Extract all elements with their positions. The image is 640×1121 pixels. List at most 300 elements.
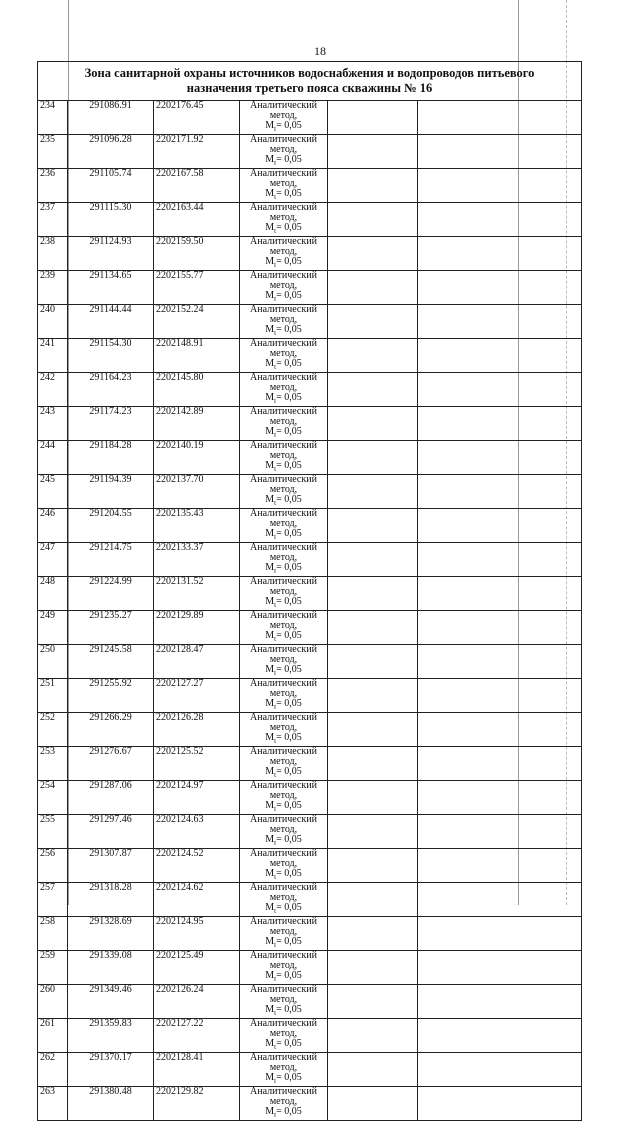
- method-cell: [240, 543, 328, 577]
- precision-value: = 0,05: [276, 562, 302, 573]
- precision-subscript: t: [274, 431, 277, 439]
- precision-prefix: M: [265, 222, 275, 233]
- precision: [242, 1107, 325, 1120]
- empty-cell: [418, 917, 582, 951]
- method-label: Аналитический метод,: [250, 236, 317, 257]
- point-number: 260: [38, 985, 68, 1019]
- method-label: Аналитический метод,: [250, 814, 317, 835]
- empty-cell: [328, 407, 418, 441]
- coord-x: 291370.17: [68, 1053, 154, 1087]
- point-number: 257: [38, 883, 68, 917]
- point-number: 255: [38, 815, 68, 849]
- empty-cell: [418, 1087, 582, 1121]
- precision-subscript: t: [274, 941, 277, 949]
- table-row: [38, 543, 582, 577]
- coord-y: 2202131.52: [154, 577, 240, 611]
- precision-value: = 0,05: [276, 902, 302, 913]
- table-row: [38, 645, 582, 679]
- method-cell: [240, 169, 328, 203]
- point-number: 249: [38, 611, 68, 645]
- precision: [242, 835, 325, 848]
- coord-x: 291184.28: [68, 441, 154, 475]
- method-label: Аналитический метод,: [250, 270, 317, 291]
- precision-subscript: t: [274, 703, 277, 711]
- point-number: 254: [38, 781, 68, 815]
- coord-y: 2202129.82: [154, 1087, 240, 1121]
- precision-prefix: M: [265, 256, 275, 267]
- point-number: 250: [38, 645, 68, 679]
- precision-prefix: M: [265, 834, 275, 845]
- method-label: Аналитический метод,: [250, 1052, 317, 1073]
- empty-cell: [328, 169, 418, 203]
- method-cell: [240, 611, 328, 645]
- empty-cell: [328, 849, 418, 883]
- title-row: [38, 62, 582, 101]
- precision-prefix: M: [265, 698, 275, 709]
- precision-subscript: t: [274, 805, 277, 813]
- precision: [242, 359, 325, 372]
- empty-cell: [418, 305, 582, 339]
- empty-cell: [328, 577, 418, 611]
- method-cell: [240, 441, 328, 475]
- coord-x: 291224.99: [68, 577, 154, 611]
- precision: [242, 631, 325, 644]
- precision-subscript: t: [274, 1111, 277, 1119]
- method-label: Аналитический метод,: [250, 202, 317, 223]
- precision-value: = 0,05: [276, 494, 302, 505]
- precision-prefix: M: [265, 358, 275, 369]
- precision-prefix: M: [265, 562, 275, 573]
- point-number: 251: [38, 679, 68, 713]
- precision-prefix: M: [265, 120, 275, 131]
- table-row: [38, 577, 582, 611]
- precision: [242, 801, 325, 814]
- table-row: [38, 441, 582, 475]
- precision-value: = 0,05: [276, 1072, 302, 1083]
- precision-value: = 0,05: [276, 732, 302, 743]
- point-number: 248: [38, 577, 68, 611]
- precision-subscript: t: [274, 601, 277, 609]
- empty-cell: [418, 985, 582, 1019]
- coord-y: 2202124.63: [154, 815, 240, 849]
- empty-cell: [328, 373, 418, 407]
- point-number: 261: [38, 1019, 68, 1053]
- point-number: 243: [38, 407, 68, 441]
- method-cell: [240, 883, 328, 917]
- coord-y: 2202124.52: [154, 849, 240, 883]
- coord-x: 291204.55: [68, 509, 154, 543]
- precision-value: = 0,05: [276, 290, 302, 301]
- precision-prefix: M: [265, 664, 275, 675]
- coord-x: 291255.92: [68, 679, 154, 713]
- precision-subscript: t: [274, 567, 277, 575]
- coord-x: 291307.87: [68, 849, 154, 883]
- method-label: Аналитический метод,: [250, 168, 317, 189]
- point-number: 235: [38, 135, 68, 169]
- empty-cell: [328, 203, 418, 237]
- precision: [242, 495, 325, 508]
- empty-cell: [418, 713, 582, 747]
- empty-cell: [418, 611, 582, 645]
- table-title-line1: Зона санитарной охраны источников водоснабжения и водопроводов питьевого: [84, 66, 535, 80]
- point-number: 245: [38, 475, 68, 509]
- method-cell: [240, 645, 328, 679]
- precision-prefix: M: [265, 460, 275, 471]
- coord-x: 291339.08: [68, 951, 154, 985]
- precision-subscript: t: [274, 873, 277, 881]
- table-title-line2: назначения третьего пояса скважины № 16: [186, 81, 433, 95]
- coord-y: 2202127.22: [154, 1019, 240, 1053]
- point-number: 247: [38, 543, 68, 577]
- method-cell: [240, 373, 328, 407]
- empty-cell: [328, 1019, 418, 1053]
- method-cell: [240, 747, 328, 781]
- method-cell: [240, 679, 328, 713]
- method-cell: [240, 1053, 328, 1087]
- coord-y: 2202155.77: [154, 271, 240, 305]
- coord-y: 2202126.24: [154, 985, 240, 1019]
- precision: [242, 767, 325, 780]
- empty-cell: [328, 713, 418, 747]
- method-label: Аналитический метод,: [250, 610, 317, 631]
- point-number: 236: [38, 169, 68, 203]
- coord-x: 291194.39: [68, 475, 154, 509]
- method-label: Аналитический метод,: [250, 780, 317, 801]
- precision: [242, 461, 325, 474]
- coord-x: 291174.23: [68, 407, 154, 441]
- method-label: Аналитический метод,: [250, 882, 317, 903]
- precision-subscript: t: [274, 159, 277, 167]
- empty-cell: [328, 135, 418, 169]
- precision-subscript: t: [274, 261, 277, 269]
- coord-x: 291287.06: [68, 781, 154, 815]
- method-label: Аналитический метод,: [250, 406, 317, 427]
- method-cell: [240, 135, 328, 169]
- precision: [242, 189, 325, 202]
- precision-subscript: t: [274, 465, 277, 473]
- method-cell: [240, 271, 328, 305]
- coord-y: 2202124.95: [154, 917, 240, 951]
- method-cell: [240, 237, 328, 271]
- table-row: [38, 781, 582, 815]
- empty-cell: [418, 373, 582, 407]
- table-row: [38, 985, 582, 1019]
- empty-cell: [328, 1087, 418, 1121]
- point-number: 252: [38, 713, 68, 747]
- method-label: Аналитический метод,: [250, 304, 317, 325]
- method-label: Аналитический метод,: [250, 508, 317, 529]
- precision-value: = 0,05: [276, 222, 302, 233]
- empty-cell: [418, 577, 582, 611]
- empty-cell: [328, 475, 418, 509]
- precision-subscript: t: [274, 907, 277, 915]
- coord-y: 2202152.24: [154, 305, 240, 339]
- empty-cell: [418, 169, 582, 203]
- precision-subscript: t: [274, 363, 277, 371]
- coord-x: 291164.23: [68, 373, 154, 407]
- method-cell: [240, 339, 328, 373]
- table-row: [38, 849, 582, 883]
- method-cell: [240, 849, 328, 883]
- empty-cell: [328, 679, 418, 713]
- precision-value: = 0,05: [276, 698, 302, 709]
- coord-x: 291297.46: [68, 815, 154, 849]
- coord-y: 2202128.47: [154, 645, 240, 679]
- precision-value: = 0,05: [276, 596, 302, 607]
- method-cell: [240, 713, 328, 747]
- precision-value: = 0,05: [276, 324, 302, 335]
- precision-prefix: M: [265, 528, 275, 539]
- precision: [242, 155, 325, 168]
- coord-y: 2202140.19: [154, 441, 240, 475]
- empty-cell: [328, 543, 418, 577]
- precision-subscript: t: [274, 193, 277, 201]
- point-number: 258: [38, 917, 68, 951]
- precision-value: = 0,05: [276, 256, 302, 267]
- method-label: Аналитический метод,: [250, 542, 317, 563]
- empty-cell: [418, 883, 582, 917]
- method-label: Аналитический метод,: [250, 134, 317, 155]
- precision-prefix: M: [265, 494, 275, 505]
- table-row: [38, 1053, 582, 1087]
- precision: [242, 665, 325, 678]
- precision-subscript: t: [274, 1077, 277, 1085]
- point-number: 234: [38, 101, 68, 135]
- empty-cell: [418, 339, 582, 373]
- precision-subscript: t: [274, 1009, 277, 1017]
- table-row: [38, 815, 582, 849]
- method-cell: [240, 917, 328, 951]
- coord-y: 2202159.50: [154, 237, 240, 271]
- precision-value: = 0,05: [276, 1004, 302, 1015]
- coord-x: 291115.30: [68, 203, 154, 237]
- precision-prefix: M: [265, 1038, 275, 1049]
- precision-prefix: M: [265, 426, 275, 437]
- empty-cell: [418, 1019, 582, 1053]
- method-cell: [240, 101, 328, 135]
- precision-value: = 0,05: [276, 766, 302, 777]
- coord-y: 2202163.44: [154, 203, 240, 237]
- method-cell: [240, 985, 328, 1019]
- precision-value: = 0,05: [276, 1038, 302, 1049]
- precision-subscript: t: [274, 737, 277, 745]
- method-cell: [240, 305, 328, 339]
- table-row: [38, 135, 582, 169]
- coord-y: 2202135.43: [154, 509, 240, 543]
- precision: [242, 699, 325, 712]
- point-number: 256: [38, 849, 68, 883]
- precision-value: = 0,05: [276, 1106, 302, 1117]
- coord-y: 2202145.80: [154, 373, 240, 407]
- method-cell: [240, 951, 328, 985]
- precision-prefix: M: [265, 902, 275, 913]
- precision-prefix: M: [265, 324, 275, 335]
- table-row: [38, 203, 582, 237]
- precision: [242, 393, 325, 406]
- precision-prefix: M: [265, 1072, 275, 1083]
- method-label: Аналитический метод,: [250, 100, 317, 121]
- precision-prefix: M: [265, 392, 275, 403]
- method-label: Аналитический метод,: [250, 950, 317, 971]
- precision-value: = 0,05: [276, 460, 302, 471]
- coord-y: 2202128.41: [154, 1053, 240, 1087]
- coord-x: 291086.91: [68, 101, 154, 135]
- empty-cell: [328, 305, 418, 339]
- coord-x: 291276.67: [68, 747, 154, 781]
- precision: [242, 971, 325, 984]
- empty-cell: [328, 509, 418, 543]
- precision: [242, 325, 325, 338]
- table-row: [38, 951, 582, 985]
- empty-cell: [328, 815, 418, 849]
- empty-cell: [418, 441, 582, 475]
- method-label: Аналитический метод,: [250, 1086, 317, 1107]
- empty-cell: [418, 781, 582, 815]
- empty-cell: [418, 475, 582, 509]
- precision-value: = 0,05: [276, 528, 302, 539]
- table-row: [38, 679, 582, 713]
- table-row: [38, 475, 582, 509]
- precision-subscript: t: [274, 669, 277, 677]
- empty-cell: [418, 135, 582, 169]
- precision-prefix: M: [265, 800, 275, 811]
- method-cell: [240, 815, 328, 849]
- precision-value: = 0,05: [276, 630, 302, 641]
- empty-cell: [328, 271, 418, 305]
- method-label: Аналитический метод,: [250, 440, 317, 461]
- table-row: [38, 883, 582, 917]
- precision: [242, 1005, 325, 1018]
- coord-x: 291134.65: [68, 271, 154, 305]
- coord-y: 2202124.97: [154, 781, 240, 815]
- empty-cell: [418, 951, 582, 985]
- method-label: Аналитический метод,: [250, 474, 317, 495]
- table-row: [38, 305, 582, 339]
- precision: [242, 1039, 325, 1052]
- empty-cell: [328, 781, 418, 815]
- empty-cell: [328, 1053, 418, 1087]
- precision-subscript: t: [274, 329, 277, 337]
- point-number: 253: [38, 747, 68, 781]
- precision-subscript: t: [274, 125, 277, 133]
- page-number: 18: [314, 44, 326, 58]
- coord-y: 2202129.89: [154, 611, 240, 645]
- precision-prefix: M: [265, 732, 275, 743]
- coord-y: 2202171.92: [154, 135, 240, 169]
- precision: [242, 563, 325, 576]
- method-label: Аналитический метод,: [250, 338, 317, 359]
- method-cell: [240, 509, 328, 543]
- precision-subscript: t: [274, 499, 277, 507]
- precision-subscript: t: [274, 533, 277, 541]
- coord-y: 2202176.45: [154, 101, 240, 135]
- method-label: Аналитический метод,: [250, 678, 317, 699]
- table-row: [38, 917, 582, 951]
- precision-prefix: M: [265, 970, 275, 981]
- point-number: 263: [38, 1087, 68, 1121]
- method-label: Аналитический метод,: [250, 916, 317, 937]
- table-row: [38, 237, 582, 271]
- point-number: 241: [38, 339, 68, 373]
- precision-value: = 0,05: [276, 834, 302, 845]
- method-cell: [240, 203, 328, 237]
- precision: [242, 1073, 325, 1086]
- table-row: [38, 373, 582, 407]
- precision-value: = 0,05: [276, 936, 302, 947]
- table-row: [38, 271, 582, 305]
- method-label: Аналитический метод,: [250, 848, 317, 869]
- coord-x: 291154.30: [68, 339, 154, 373]
- precision: [242, 427, 325, 440]
- empty-cell: [418, 815, 582, 849]
- precision: [242, 529, 325, 542]
- empty-cell: [418, 849, 582, 883]
- empty-cell: [328, 237, 418, 271]
- method-label: Аналитический метод,: [250, 984, 317, 1005]
- empty-cell: [328, 645, 418, 679]
- empty-cell: [328, 951, 418, 985]
- point-number: 242: [38, 373, 68, 407]
- empty-cell: [418, 101, 582, 135]
- coord-x: 291359.83: [68, 1019, 154, 1053]
- precision-value: = 0,05: [276, 154, 302, 165]
- coord-y: 2202124.62: [154, 883, 240, 917]
- empty-cell: [418, 747, 582, 781]
- method-label: Аналитический метод,: [250, 576, 317, 597]
- empty-cell: [418, 679, 582, 713]
- precision-prefix: M: [265, 766, 275, 777]
- method-cell: [240, 1019, 328, 1053]
- coord-x: 291380.48: [68, 1087, 154, 1121]
- coord-x: 291144.44: [68, 305, 154, 339]
- empty-cell: [328, 339, 418, 373]
- coord-y: 2202148.91: [154, 339, 240, 373]
- method-cell: [240, 407, 328, 441]
- table-row: [38, 101, 582, 135]
- coord-y: 2202137.70: [154, 475, 240, 509]
- precision-value: = 0,05: [276, 664, 302, 675]
- point-number: 259: [38, 951, 68, 985]
- precision: [242, 869, 325, 882]
- empty-cell: [418, 1053, 582, 1087]
- coord-y: 2202133.37: [154, 543, 240, 577]
- precision-subscript: t: [274, 397, 277, 405]
- precision-prefix: M: [265, 290, 275, 301]
- empty-cell: [418, 543, 582, 577]
- empty-cell: [328, 917, 418, 951]
- coord-x: 291105.74: [68, 169, 154, 203]
- empty-cell: [418, 237, 582, 271]
- method-cell: [240, 1087, 328, 1121]
- empty-cell: [418, 645, 582, 679]
- method-label: Аналитический метод,: [250, 712, 317, 733]
- method-cell: [240, 577, 328, 611]
- empty-cell: [418, 509, 582, 543]
- precision-prefix: M: [265, 1004, 275, 1015]
- point-number: 246: [38, 509, 68, 543]
- precision-subscript: t: [274, 975, 277, 983]
- point-number: 262: [38, 1053, 68, 1087]
- precision: [242, 733, 325, 746]
- point-number: 237: [38, 203, 68, 237]
- precision: [242, 121, 325, 134]
- table-title: [38, 62, 582, 101]
- coord-x: 291318.28: [68, 883, 154, 917]
- precision-value: = 0,05: [276, 188, 302, 199]
- precision: [242, 597, 325, 610]
- coord-y: 2202142.89: [154, 407, 240, 441]
- coord-y: 2202127.27: [154, 679, 240, 713]
